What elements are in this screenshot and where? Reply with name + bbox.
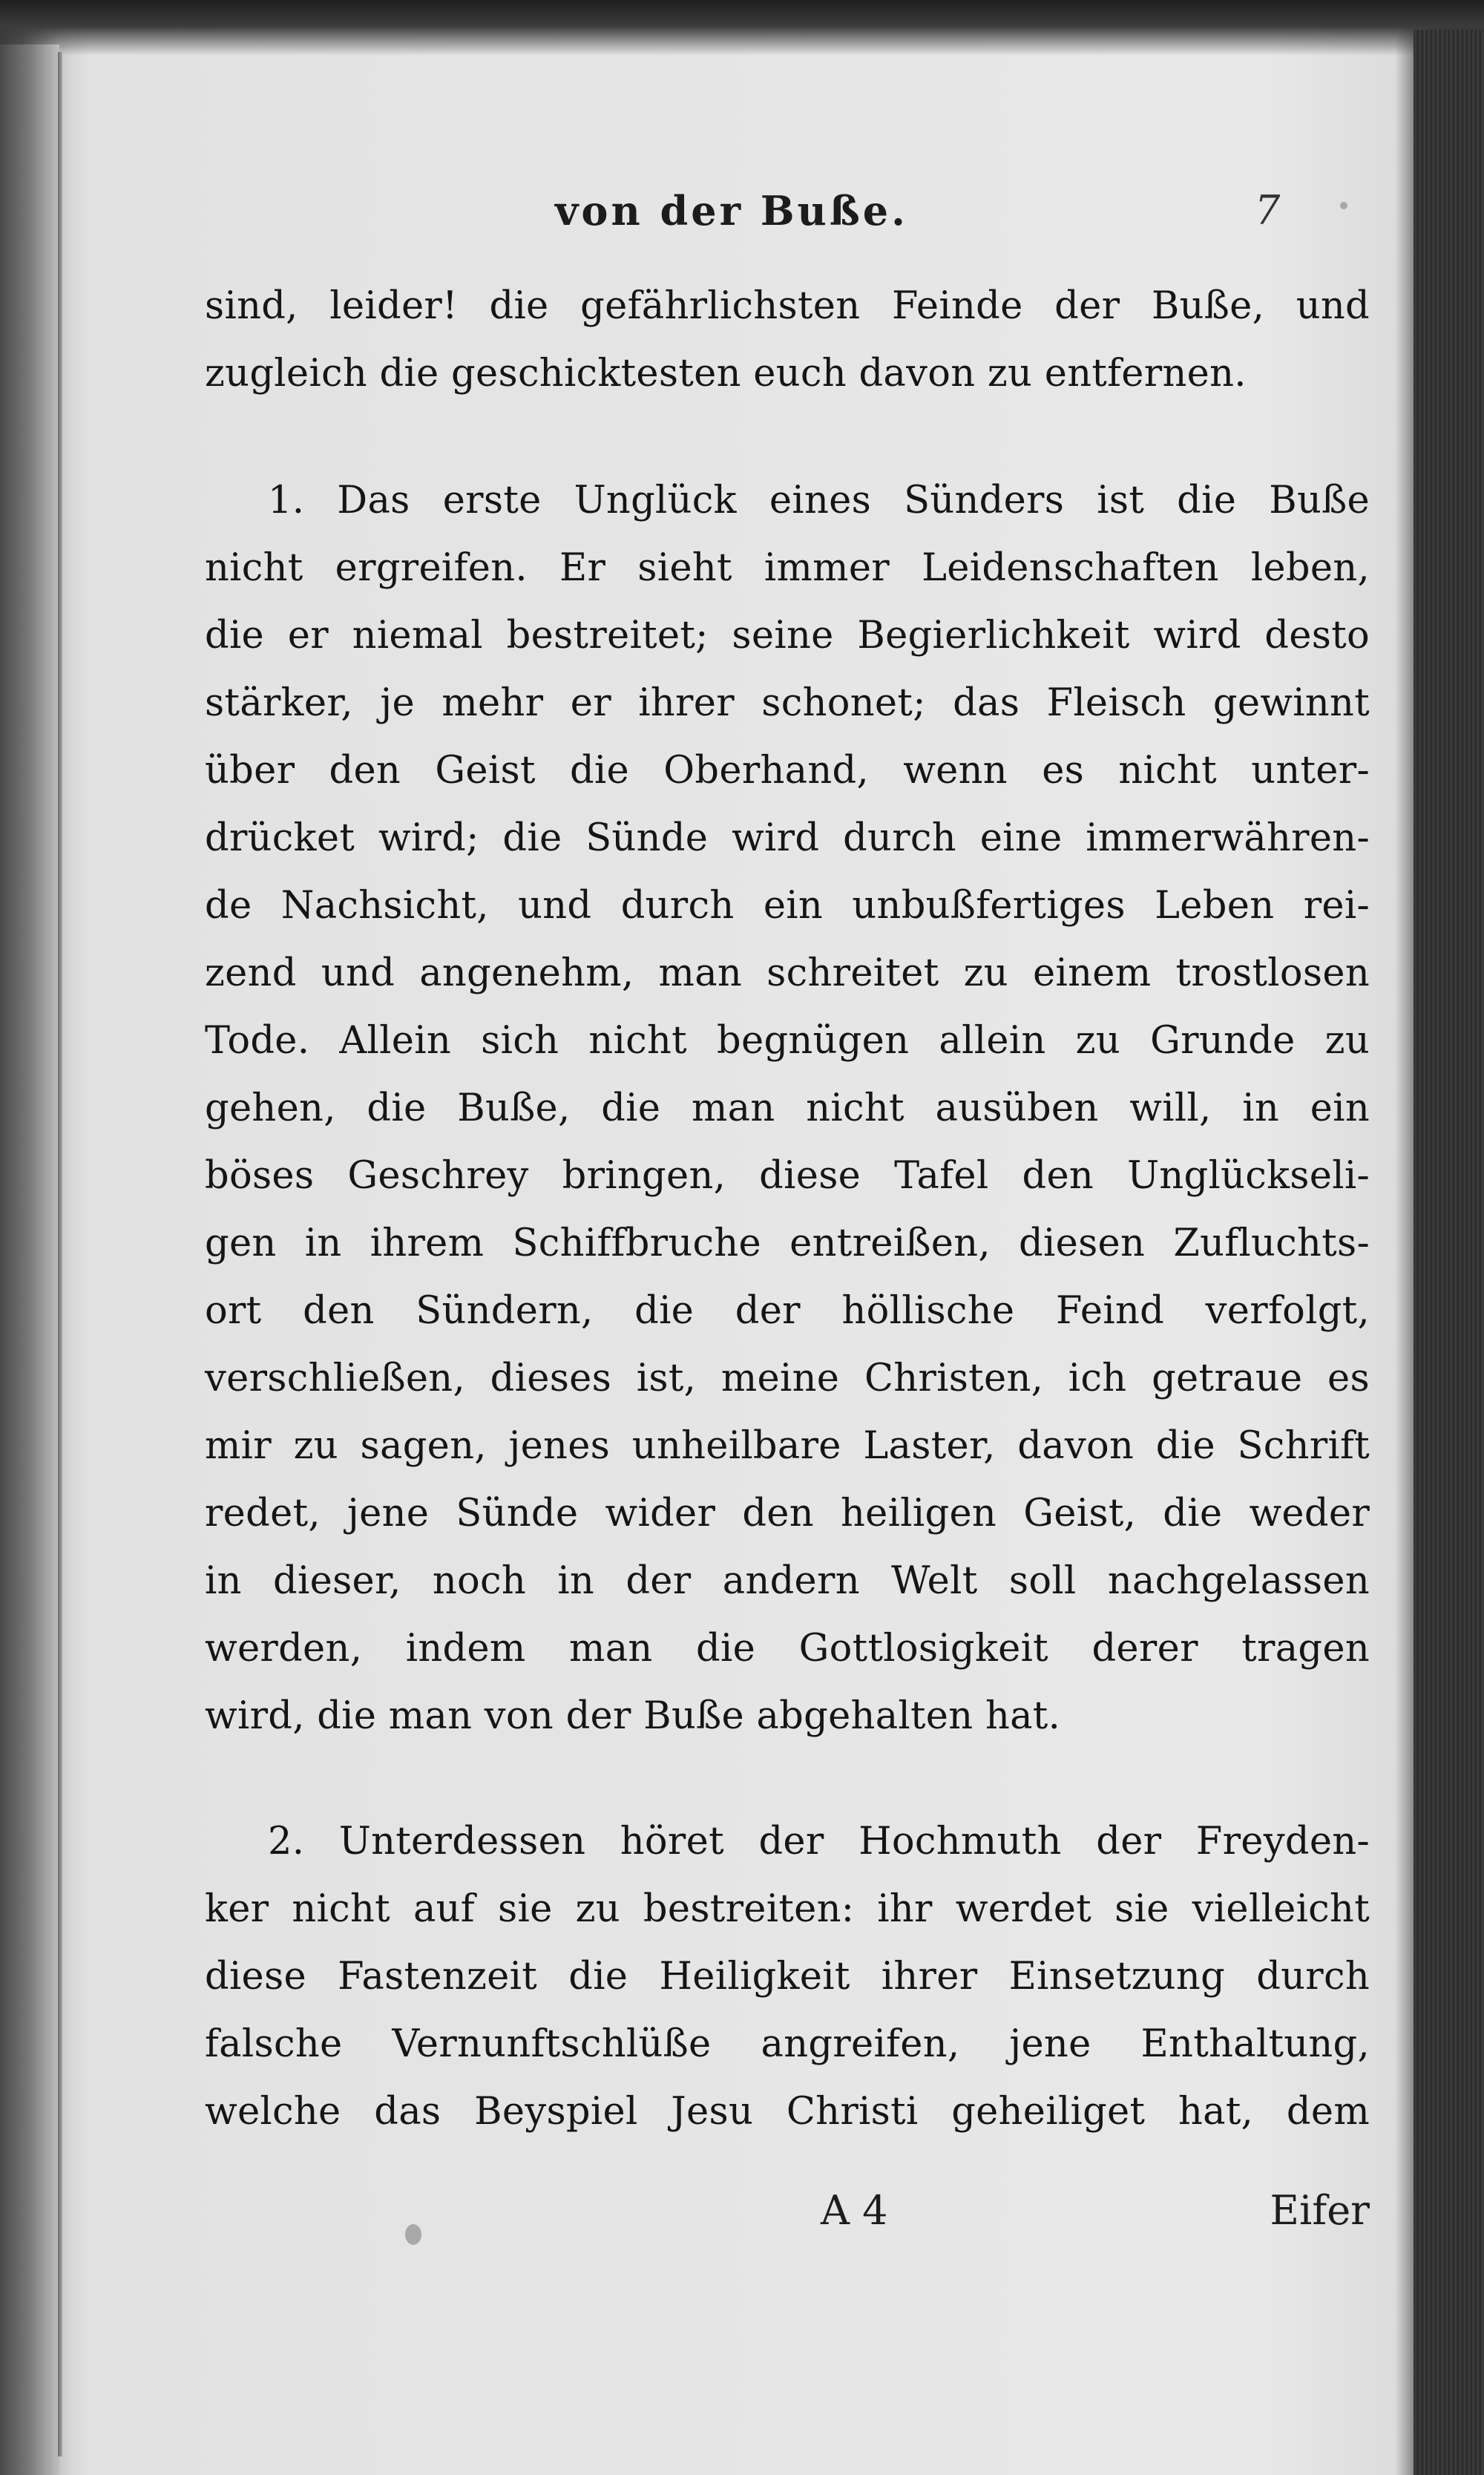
text-line: wird, die man von der Buße abgehalten hat. — [205, 1694, 1061, 1738]
text-line: böses Geschrey bringen, diese Tafel den Unglückseli- — [205, 1154, 1370, 1198]
body-text — [205, 272, 1370, 2145]
text-line: 1. Das erste Unglück eines Sünders ist die Buße — [268, 479, 1370, 522]
printed-page — [64, 46, 1414, 2451]
text-line: welche das Beyspiel Jesu Christi geheiliget hat, dem — [205, 2090, 1370, 2134]
text-line: sind, leider! die gefährlichsten Feinde der Buße, und — [205, 284, 1370, 328]
book-page-edges — [1414, 30, 1484, 2475]
page-number: 7 — [1255, 187, 1281, 234]
running-head: von der Buße. — [555, 187, 908, 235]
text-line: Tode. Allein sich nicht begnügen allein zu Grunde zu — [205, 1019, 1370, 1063]
text-line: ort den Sündern, die der höllische Feind verfolgt, — [205, 1289, 1370, 1333]
text-line: nicht ergreifen. Er sieht immer Leidenschaften leben, — [205, 546, 1370, 590]
text-line: falsche Vernunftschlüße angreifen, jene Enthaltung, — [205, 2022, 1370, 2066]
text-line: gen in ihrem Schiffbruche entreißen, diesen Zufluchts- — [205, 1222, 1370, 1265]
text-line: diese Fastenzeit die Heiligkeit ihrer Einsetzung durch — [205, 1955, 1370, 1999]
text-line: de Nachsicht, und durch ein unbußfertiges Leben rei- — [205, 884, 1370, 928]
text-line: mir zu sagen, jenes unheilbare Laster, davon die Schrift — [205, 1424, 1370, 1468]
facing-page-edge — [0, 45, 59, 2475]
text-line: 2. Unterdessen höret der Hochmuth der Freyden- — [268, 1820, 1370, 1863]
paper-stain — [405, 2224, 421, 2245]
text-line: ker nicht auf sie zu bestreiten: ihr werdet sie vielleicht — [205, 1887, 1370, 1931]
text-line: zend und angenehm, man schreitet zu einem trostlosen — [205, 951, 1370, 995]
paragraph-2 — [205, 1808, 1370, 2145]
page-footer — [205, 2187, 1370, 2254]
paper-speck — [1340, 202, 1347, 209]
printer-signature: A 4 — [821, 2187, 888, 2234]
text-line: verschließen, dieses ist, meine Christen, ich getraue es — [205, 1357, 1370, 1400]
catchword: Eifer — [1270, 2187, 1370, 2234]
text-line: in dieser, noch in der andern Welt soll nachgelassen — [205, 1559, 1370, 1603]
text-line: über den Geist die Oberhand, wenn es nicht unter- — [205, 749, 1370, 793]
text-line: drücket wird; die Sünde wird durch eine immerwähren- — [205, 816, 1370, 860]
paragraph-1 — [205, 467, 1370, 1750]
text-line: redet, jene Sünde wider den heiligen Geist, die weder — [205, 1492, 1370, 1535]
binding-gutter — [58, 52, 62, 2456]
paragraph-spacing — [205, 407, 1370, 467]
paragraph-continuation — [205, 272, 1370, 407]
text-line: stärker, je mehr er ihrer schonet; das Fleisch gewinnt — [205, 681, 1370, 725]
text-line: gehen, die Buße, die man nicht ausüben will, in ein — [205, 1086, 1370, 1130]
text-line: zugleich die geschicktesten euch davon zu entfernen. — [205, 352, 1247, 396]
text-line: werden, indem man die Gottlosigkeit derer tragen — [205, 1627, 1370, 1671]
text-line: die er niemal bestreitet; seine Begierlichkeit wird desto — [205, 614, 1370, 658]
paragraph-spacing — [205, 1750, 1370, 1808]
